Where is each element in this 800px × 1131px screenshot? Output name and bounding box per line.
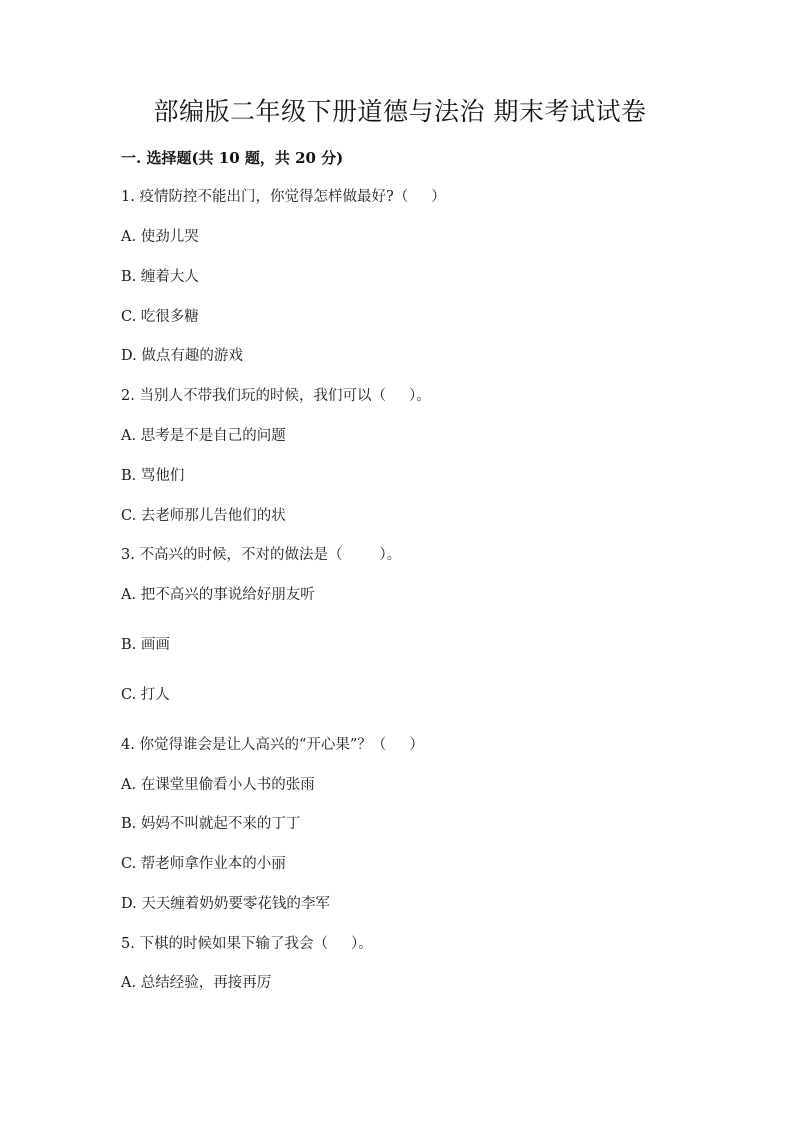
q2-option-b: B. 骂他们: [121, 468, 185, 484]
q4-option-d: D. 天天缠着奶奶要零花钱的李军: [121, 896, 330, 912]
q3-option-b: B. 画画: [121, 637, 170, 653]
page-title: 部编版二年级下册道德与法治 期末考试试卷: [153, 97, 647, 126]
q3-option-a: A. 把不高兴的事说给好朋友听: [121, 587, 315, 603]
q4-option-a: A. 在课堂里偷看小人书的张雨: [121, 777, 315, 793]
section-header: 一. 选择题(共 10 题，共 20 分): [121, 149, 344, 167]
q1-option-b: B. 缠着大人: [121, 269, 199, 285]
q3-option-c: C. 打人: [121, 687, 170, 703]
q5-option-a: A. 总结经验，再接再厉: [121, 975, 272, 991]
q4-option-b: B. 妈妈不叫就起不来的丁丁: [121, 816, 301, 832]
q4-option-c: C. 帮老师拿作业本的小丽: [121, 856, 286, 872]
q2-option-a: A. 思考是不是自己的问题: [121, 428, 286, 444]
q2-option-c: C. 去老师那儿告他们的状: [121, 508, 286, 524]
q3-stem: 3. 不高兴的时候，不对的做法是（ ）。: [121, 547, 402, 563]
q1-option-a: A. 使劲儿哭: [121, 229, 199, 245]
q1-option-c: C. 吃很多糖: [121, 309, 199, 325]
q1-option-d: D. 做点有趣的游戏: [121, 348, 243, 364]
q1-stem: 1. 疫情防控不能出门，你觉得怎样做最好?（ ）: [121, 189, 446, 205]
q2-stem: 2. 当别人不带我们玩的时候，我们可以（ ）。: [121, 388, 431, 404]
q5-stem: 5. 下棋的时候如果下输了我会（ ）。: [121, 936, 373, 952]
q4-stem: 4. 你觉得谁会是让人高兴的“开心果”？（ ）: [121, 737, 424, 753]
